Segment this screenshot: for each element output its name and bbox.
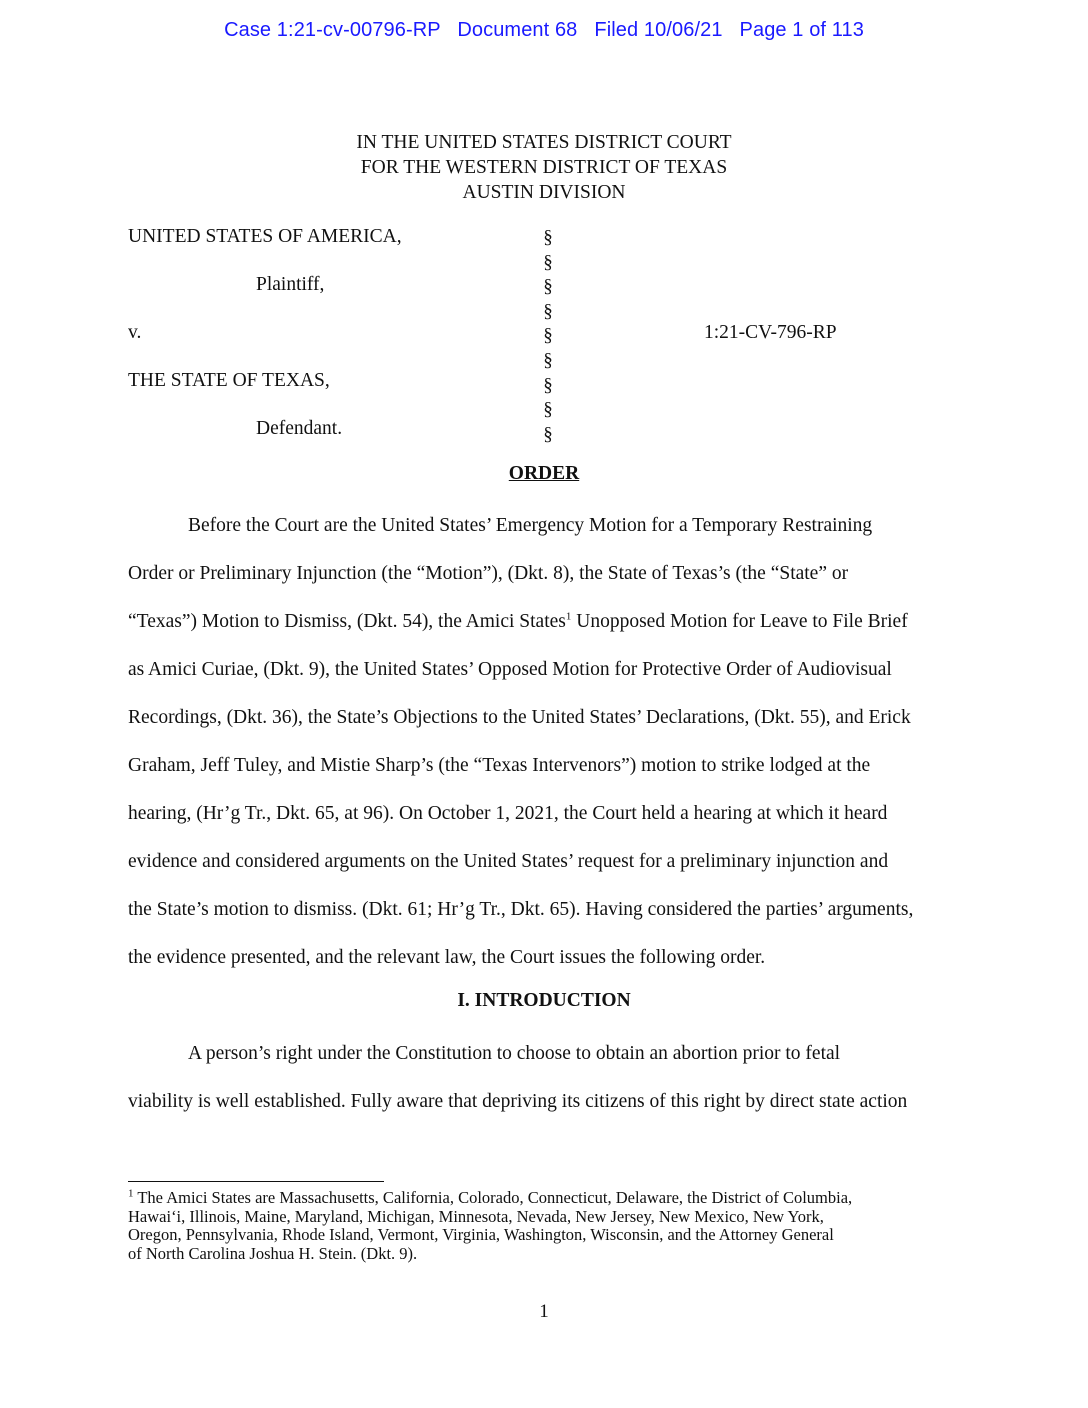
ecf-header-stamp xyxy=(0,19,1088,42)
paragraph-line: viability is well established. Fully aware that depriving its citizens of this right by direct state action xyxy=(128,1091,908,1112)
paragraph-line: Before the Court are the United States’ Emergency Motion for a Temporary Restraining xyxy=(188,515,873,536)
order-paragraph xyxy=(128,502,964,982)
section-mark: § xyxy=(543,399,553,421)
paragraph-line xyxy=(128,598,964,646)
footnote-reference[interactable]: 1 xyxy=(565,610,572,623)
plaintiff-role: Plaintiff, xyxy=(256,274,325,295)
section-mark: § xyxy=(543,374,553,396)
order-heading: ORDER xyxy=(508,463,580,484)
section-mark: § xyxy=(543,349,553,371)
court-title-line: IN THE UNITED STATES DISTRICT COURT xyxy=(356,132,732,153)
defendant-name: THE STATE OF TEXAS, xyxy=(128,370,330,391)
case-number: 1:21-CV-796-RP xyxy=(704,322,837,343)
footnote-divider xyxy=(128,1181,384,1182)
section-mark: § xyxy=(543,300,553,322)
paragraph-line: the evidence presented, and the relevant law, the Court issues the following order. xyxy=(128,947,766,968)
document-number-stamp: Document 68 xyxy=(457,19,578,41)
defendant-role: Defendant. xyxy=(256,418,343,439)
paragraph-text: Unopposed Motion for Leave to File Brief xyxy=(571,611,908,632)
footnote xyxy=(128,1189,968,1263)
page-number: 1 xyxy=(539,1301,549,1322)
section-mark: § xyxy=(543,227,553,248)
court-division: AUSTIN DIVISION xyxy=(462,182,626,203)
section-mark: § xyxy=(543,276,553,298)
paragraph-line: hearing, (Hr’g Tr., Dkt. 65, at 96). On October 1, 2021, the Court held a hearing at which it heard xyxy=(128,803,888,824)
page-count-stamp: Page 1 of 113 xyxy=(739,19,864,41)
introduction-heading: I. INTRODUCTION xyxy=(457,990,631,1011)
paragraph-line: A person’s right under the Constitution to choose to obtain an abortion prior to fetal xyxy=(188,1043,841,1064)
section-mark: § xyxy=(543,251,553,273)
footnote-line xyxy=(128,1189,968,1208)
plaintiff-name: UNITED STATES OF AMERICA, xyxy=(128,226,402,247)
paragraph-text: “Texas”) Motion to Dismiss, (Dkt. 54), the Amici States xyxy=(128,611,566,632)
court-title-line: FOR THE WESTERN DISTRICT OF TEXAS xyxy=(360,157,728,178)
paragraph-line: as Amici Curiae, (Dkt. 9), the United States’ Opposed Motion for Protective Order of Audiovisual xyxy=(128,659,892,680)
paragraph-line: evidence and considered arguments on the United States’ request for a preliminary injunction and xyxy=(128,851,889,872)
court-title xyxy=(0,130,1088,205)
section-mark: § xyxy=(543,325,553,347)
filed-date-stamp: Filed 10/06/21 xyxy=(594,19,723,41)
paragraph-line: Order or Preliminary Injunction (the “Motion”), (Dkt. 8), the State of Texas’s (the “State” or xyxy=(128,563,849,584)
footnote-line: of North Carolina Joshua H. Stein. (Dkt. 9). xyxy=(128,1243,418,1263)
footnote-line: Hawai‘i, Illinois, Maine, Maryland, Michigan, Minnesota, Nevada, New Jersey, New Mexico, New York, xyxy=(128,1206,824,1226)
versus: v. xyxy=(128,322,142,343)
footnote-line: Oregon, Pennsylvania, Rhode Island, Vermont, Virginia, Washington, Wisconsin, and the Attorney General xyxy=(128,1225,834,1244)
paragraph-line: Graham, Jeff Tuley, and Mistie Sharp’s (the “Texas Intervenors”) motion to strike lodged at the xyxy=(128,755,871,776)
paragraph-line: Recordings, (Dkt. 36), the State’s Objections to the United States’ Declarations, (Dkt. 55), and Erick xyxy=(128,707,911,728)
footnote-text: The Amici States are Massachusetts, California, Colorado, Connecticut, Delaware, the District of Columbia, xyxy=(133,1188,853,1207)
section-mark: § xyxy=(543,423,553,445)
introduction-paragraph xyxy=(128,1030,964,1126)
section-mark-column xyxy=(538,226,558,447)
footnote-marker: 1 xyxy=(128,1187,134,1200)
case-number-stamp: Case 1:21-cv-00796-RP xyxy=(224,19,441,41)
paragraph-line: the State’s motion to dismiss. (Dkt. 61; Hr’g Tr., Dkt. 65). Having considered the parties’ arguments, xyxy=(128,899,914,920)
